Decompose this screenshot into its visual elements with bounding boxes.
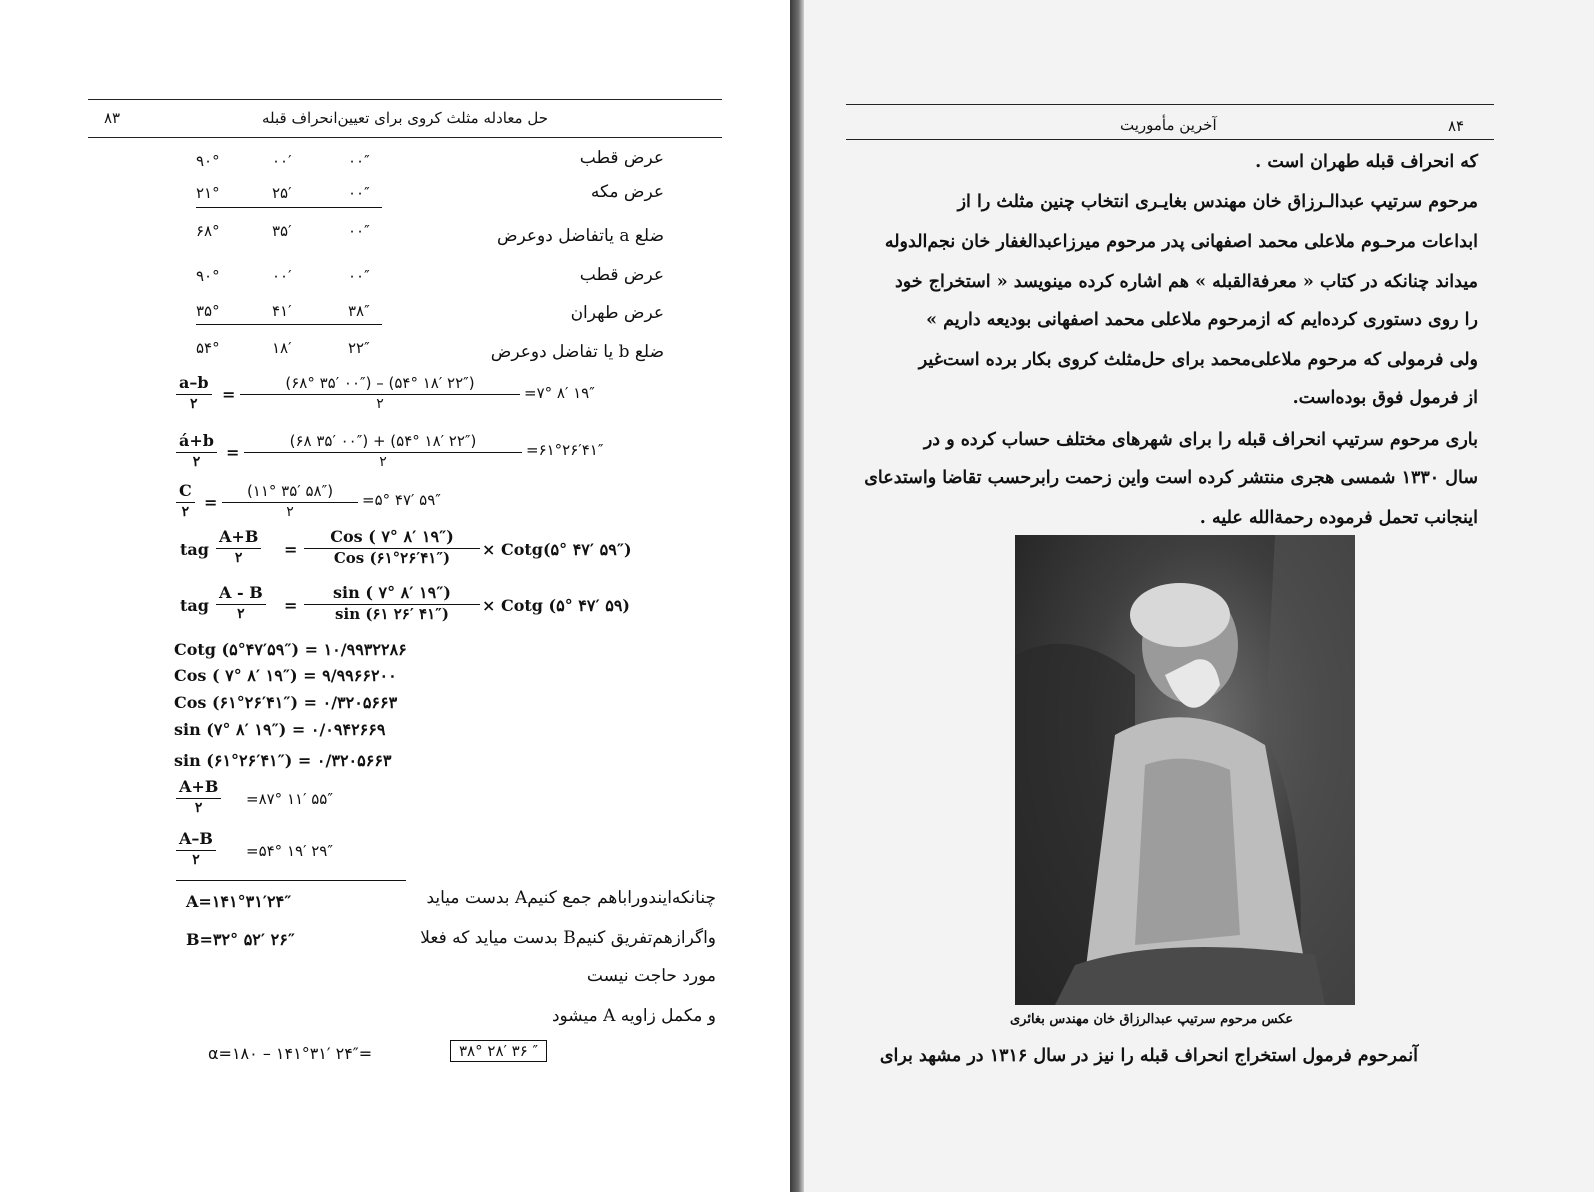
A-value: A=۱۴۱°۳۱′۲۴″ [186,892,292,911]
value-line: Cotg (۵°۴۷′۵۹″) = ۱۰/۹۹۳۲۲۸۶ [174,640,407,659]
eq5-suffix: × Cotg (۵° ۴۷′ ۵۹) [482,596,630,615]
portrait-photo [1015,535,1355,1005]
eq1-lhs-den: ۲ [190,396,198,412]
eq2-result: =۶۱°۲۶′۴۱″ [526,441,604,459]
text-line: باری مرحوم سرتیپ انحراف قبله را برای شهرهای مختلف حساب کرده و در [923,430,1478,450]
equals-sign: = [284,540,298,559]
running-title: حل معادله مثلث کروی برای تعیین‌انحراف قبله [262,109,548,127]
text-line: میداند چنانکه در کتاب « معرفةالقبله » هم اشاره کرده مینویسد « استخراج خود [894,272,1478,292]
dms-deg: ۲۱° [196,184,220,202]
eq3-result: =۵° ۴۷′ ۵۹″ [362,491,441,509]
eq5-prefix: tag [180,596,209,615]
dms-sec: ۰۰″ [348,222,370,240]
eq5-rhs-den: sin (۶۱ ۲۶′ ۴۱″) [335,605,449,623]
eq1-rhs [240,372,520,413]
equals-sign: = [226,443,240,462]
eq5-lhs-den: ۲ [237,606,245,622]
eq5-lhs [216,582,266,623]
dms-sec: ۲۲″ [348,339,370,357]
dms-deg: ۵۴° [196,339,220,357]
page-number: ۸۳ [104,109,121,127]
dms-min: ۲۵′ [272,184,292,202]
header-rule [846,104,1494,105]
value-line: Cos ( ۷° ۸′ ۱۹″) = ۹/۹۹۶۶۲۰۰ [174,666,397,685]
eq7-lhs-den: ۲ [192,852,200,868]
eq6-result: =۸۷° ۱۱′ ۵۵″ [246,790,333,808]
eq2-lhs [176,430,217,471]
alpha-expression: α=۱۸۰ – ۱۴۱°۳۱′ ۲۴″= [208,1044,373,1063]
B-value: B=۳۲° ۵۲′ ۲۶″ [186,930,295,949]
dms-min: ۰۰′ [272,152,292,170]
eq4-rhs-den: Cos (۶۱°۲۶′۴۱″) [333,549,451,567]
eq5-rhs-num: sin ( ۷° ۸′ ۱۹″) [304,582,480,605]
dms-sec: ۳۸″ [348,302,370,320]
left-page [0,0,790,1192]
text-line-last: آنمرحوم فرمول استخراج انحراف قبله را نیز در سال ۱۳۱۶ در مشهد برای [879,1046,1418,1066]
row-label: عرض قطب [579,148,664,168]
eq1-lhs [176,372,212,413]
dms-sec: ۰۰″ [348,152,370,170]
eq6-lhs-num: A+B [176,776,221,799]
eq1-result: =۷° ۸′ ۱۹″ [524,384,595,402]
header-rule-lower [88,137,722,138]
eq6-lhs-den: ۲ [194,800,203,816]
eq1-lhs-num: a–b [176,372,212,395]
eq2-rhs-den: ۲ [379,454,387,470]
eq6-lhs [176,776,221,817]
text-line: مرحوم سرتیپ عبدالـرزاق خان مهندس بغایـری انتخاب چنین مثلث را از [957,192,1478,212]
equals-sign: = [222,385,236,404]
A-text: چنانکه‌ایندورابا‌هم جمع کنیمA بدست میاید [426,888,716,908]
value-line: sin (۷° ۸′ ۱۹″) = ۰/۰۹۴۲۶۶۹ [174,720,386,739]
eq2-rhs [244,430,522,471]
dms-sec: ۰۰″ [348,184,370,202]
eq4-lhs-den: ۲ [234,550,243,566]
text-line: ابداعات مرحـوم ملاعلی محمد اصفهانی پدر مرحوم میرزاعبدالغفار خان نجم‌الدوله [884,232,1478,252]
dms-sec: ۰۰″ [348,267,370,285]
row-label: عرض طهران [570,303,664,323]
eq2-rhs-num: (۶۸ ۳۵′ ۰۰″) + (۵۴° ۱۸′ ۲۲″) [244,430,522,453]
page-number: ۸۴ [1448,117,1465,135]
dms-deg: ۳۵° [196,302,220,320]
text-line: ولی فرمولی که مرحوم ملاعلی‌محمد برای حل‌مثلث کروی بکار برده است‌غیر [918,350,1478,370]
eq3-rhs-num: (۱۱° ۳۵′ ۵۸″) [222,480,358,503]
row-label: عرض قطب [579,265,664,285]
eq3-rhs-den: ۲ [286,504,294,520]
row-label: ضلع a یاتفاضل دوعرض [496,226,664,246]
eq3-lhs [176,480,195,521]
text-line: که انحراف قبله طهران است . [1255,152,1478,172]
portrait-figure [1015,535,1355,1005]
running-title: آخرین مأموریت [1120,116,1217,134]
eq4-lhs-num: A+B [216,526,261,549]
row-label: ضلع b یا تفاضل دوعرض [490,342,664,362]
eq4-lhs [216,526,261,567]
text-line: را روی دستوری کرده‌ایم که ازمرحوم ملاعلی محمد اصفهانی بودیعه داریم » [926,310,1478,330]
eq4-suffix: × Cotg(۵° ۴۷′ ۵۹″) [482,540,632,559]
dms-min: ۱۸′ [272,339,292,357]
eq5-rhs [304,582,480,623]
dms-deg: ۹۰° [196,267,220,285]
alpha-result-box: ۳۸° ۲۸′ ۳۶ ″ [450,1040,547,1062]
dms-min: ۳۵′ [272,222,292,240]
book-gutter [790,0,804,1192]
eq7-lhs [176,828,216,869]
sum-rule [196,207,382,208]
eq1-rhs-num: (۶۸° ۳۵′ ۰۰″) – (۵۴° ۱۸′ ۲۲″) [240,372,520,395]
eq2-lhs-num: á+b [176,430,217,453]
header-rule-lower [846,139,1494,140]
B-text: و‌ا‌گرازهم‌تفریق کنیمB بدست میاید که فعلا [420,928,716,948]
eq3-rhs [222,480,358,521]
dms-deg: ۹۰° [196,152,220,170]
eq4-prefix: tag [180,540,209,559]
equals-sign: = [284,596,298,615]
eq2-lhs-den: ۲ [192,454,201,470]
eq5-lhs-num: A - B [216,582,266,605]
value-line: sin (۶۱°۲۶′۴۱″) = ۰/۳۲۰۵۶۶۳ [174,751,392,770]
dms-min: ۰۰′ [272,267,292,285]
B-text-cont: مورد حاجت نیست [586,966,716,986]
eq7-result: =۵۴° ۱۹′ ۲۹″ [246,842,333,860]
header-rule [88,99,722,100]
sum-rule [196,324,382,325]
text-line: اینجانب تحمل فرموده رحمةالله علیه . [1199,508,1478,528]
eq7-lhs-num: A–B [176,828,216,851]
separator-rule [176,880,406,881]
eq1-rhs-den: ۲ [376,396,384,412]
row-label: عرض مکه [590,182,664,202]
eq3-lhs-den: ۲ [181,504,190,520]
eq4-rhs [304,526,480,567]
dms-deg: ۶۸° [196,222,220,240]
eq3-lhs-num: C [176,480,195,503]
dms-min: ۴۱′ [272,302,292,320]
text-line: از فرمول فوق بوده‌است. [1292,388,1478,408]
eq4-rhs-num: Cos ( ۷° ۸′ ۱۹″) [304,526,480,549]
value-line: Cos (۶۱°۲۶′۴۱″) = ۰/۳۲۰۵۶۶۳ [174,693,398,712]
text-line: سال ۱۳۳۰ شمسی هجری منتشر کرده است واین زحمت رابرحسب تقاضا واستدعای [864,468,1478,488]
complement-text: و مکمل زاویه A میشود [551,1006,716,1026]
equals-sign: = [204,493,218,512]
right-page [804,0,1594,1192]
photo-caption: عکس مرحوم سرتیپ عبدالرزاق خان مهندس بغائری [1010,1012,1294,1027]
